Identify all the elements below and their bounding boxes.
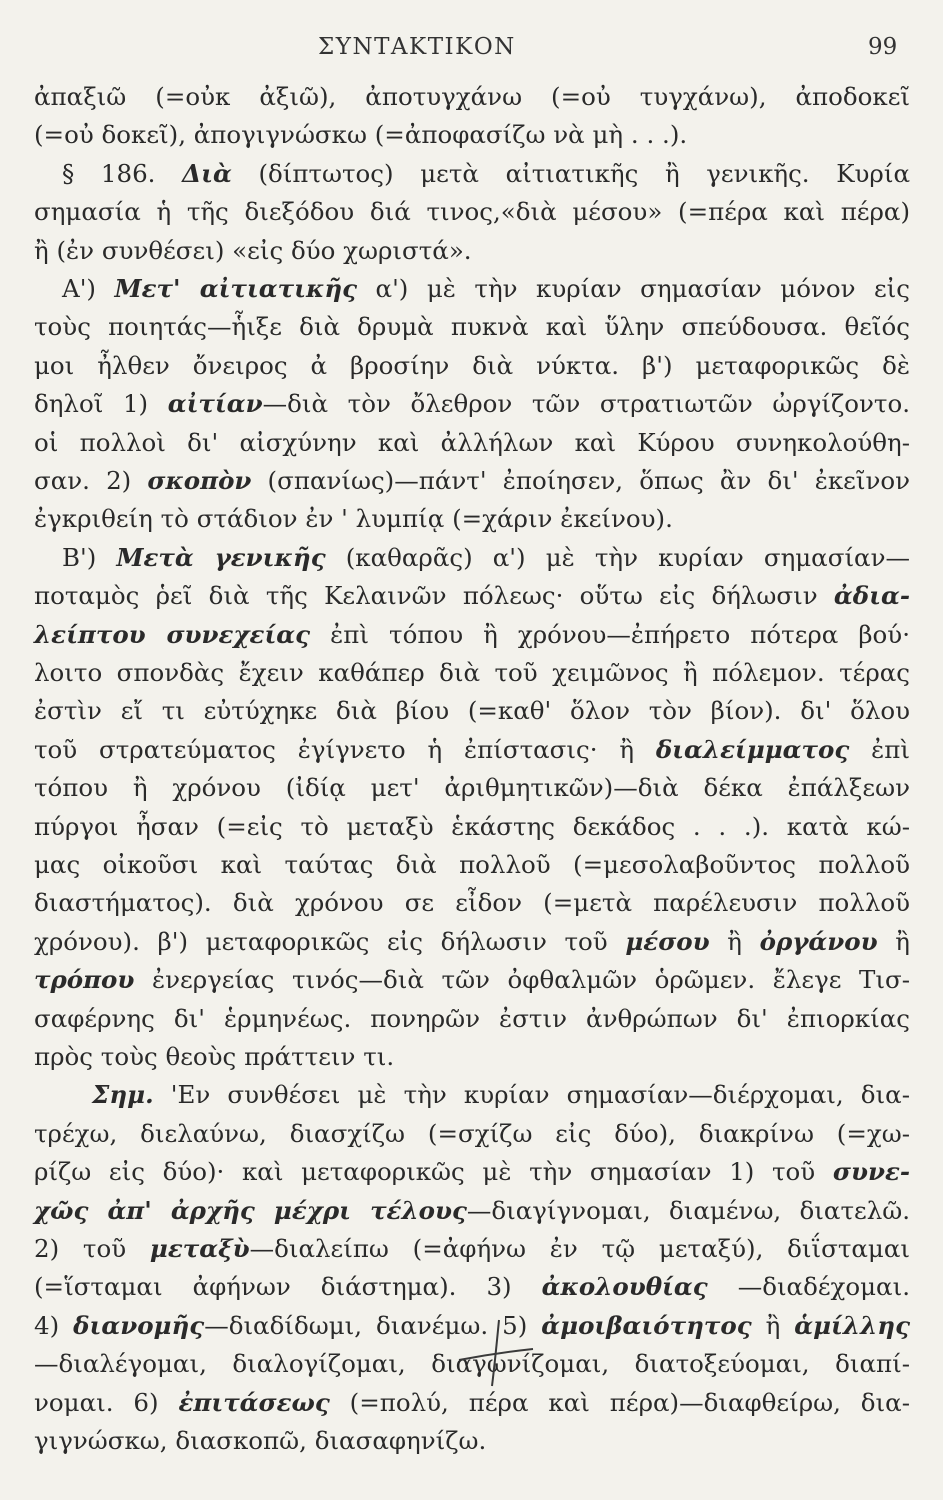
text-segment: σαφέρνης δι' ἑρμηνέως. πονηρῶν ἐστιν ἀνθρώπων δι' ἐπιορκίας (34, 1003, 910, 1033)
handwritten-cross-mark (455, 1318, 535, 1388)
text-line (34, 1230, 910, 1268)
text-line (34, 1422, 486, 1460)
text-line (34, 1115, 910, 1153)
text-segment: —διαλέγομαι, διαλογίζομαι, διαγωνίζομαι, διατοξεύομαι, διαπί- (34, 1349, 910, 1379)
text-segment: ἐπὶ (849, 734, 910, 764)
text-line (34, 1192, 910, 1230)
emphasized-text: Διὰ (182, 158, 232, 188)
text-segment: Β') (62, 542, 117, 572)
text-line (34, 731, 910, 769)
text-segment: ἀπαξιῶ (=οὐκ ἀξιῶ), ἀποτυγχάνω (=οὐ τυγχάνω), ἀποδοκεῖ (34, 82, 910, 111)
text-line (34, 1153, 910, 1191)
text-line (34, 923, 910, 961)
running-title: ΣΥΝΤΑΚΤΙΚΟΝ (318, 34, 516, 60)
text-segment: τοὺς ποιητάς—ἧιξε διὰ δρυμὰ πυκνὰ καὶ ὕλην σπεύδουσα. θεῖός (34, 312, 910, 342)
text-segment: —διαγίγνομαι, διαμένω, διατελῶ. (466, 1195, 910, 1225)
text-line (34, 78, 910, 116)
text-segment: γιγνώσκω, διασκοπῶ, διασαφηνίζω. (34, 1426, 487, 1455)
text-segment: —διαλείπω (=ἀφήνω ἐν τῷ μεταξύ), διΐσταμαι (249, 1234, 910, 1263)
text-line (34, 1000, 910, 1038)
emphasized-text: ἐπιτάσεως (178, 1387, 330, 1417)
text-line (62, 539, 910, 577)
emphasized-text: αἰτίαν (167, 389, 263, 419)
emphasized-text: ἀμοιβαιότητος (541, 1310, 752, 1340)
text-segment: σαν. 2) (34, 466, 148, 495)
text-segment: (=πολύ, πέρα καὶ πέρα)—διαφθείρω, δια- (329, 1387, 910, 1417)
text-segment: μας οἰκοῦσι καὶ ταύτας διὰ πολλοῦ (=μεσολαβοῦντος πολλοῦ (34, 850, 910, 879)
emphasized-text: συνε- (832, 1157, 910, 1187)
text-segment: (καθαρᾶς) α') μὲ τὴν κυρίαν σημασίαν— (325, 542, 910, 572)
text-segment: 2) τοῦ (34, 1234, 150, 1263)
text-line (34, 462, 910, 500)
text-segment: (σπανίως)—πάντ' ἐποίησεν, ὅπως ἂν δι' ἐκεῖνον (251, 466, 910, 495)
text-segment: ἐνεργείας τινός—διὰ τῶν ὀφθαλμῶν ὁρῶμεν. ἔλεγε Τισ- (134, 965, 910, 995)
page-header (0, 34, 943, 66)
text-line (34, 424, 910, 462)
text-segment: ἢ (877, 926, 910, 956)
page-number: 99 (868, 34, 898, 60)
text-line (34, 577, 910, 615)
text-line (34, 769, 910, 807)
text-segment: ρίζω εἰς δύο)· καὶ μεταφορικῶς μὲ τὴν σημασίαν 1) τοῦ (34, 1157, 833, 1187)
text-segment: λοιτο σπονδὰς ἔχειν καθάπερ διὰ τοῦ χειμῶνος ἢ πόλεμον. τέρας (34, 658, 910, 687)
text-segment: δηλοῖ 1) (34, 389, 168, 419)
text-segment: ἐπὶ τόπου ἢ χρόνου—ἐπήρετο πότερα βού· (310, 619, 910, 649)
emphasized-text: ἀδια- (833, 581, 910, 611)
text-line (34, 232, 472, 270)
text-line (34, 961, 910, 999)
emphasized-text: ὀργάνου (759, 926, 878, 956)
text-segment: πρὸς τοὺς θεοὺς πράττειν τι. (34, 1042, 395, 1071)
text-line (34, 1268, 910, 1306)
text-line (34, 616, 910, 654)
text-segment: ἐγκριθείη τὸ στάδιον ἐν ' λυμπίᾳ (=χάριν ἐκείνου). (34, 504, 673, 534)
emphasized-text: μεταξὺ (149, 1234, 250, 1263)
text-segment: Α') (62, 274, 115, 303)
text-segment: ποταμὸς ῥεῖ διὰ τῆς Κελαινῶν πόλεως· οὕτω εἰς δήλωσιν (34, 581, 834, 611)
text-segment: διαστήματος). διὰ χρόνου σε εἶδον (=μετὰ παρέλευσιν πολλοῦ (34, 888, 910, 918)
text-segment: τρέχω, διελαύνω, διασχίζω (=σχίζω εἰς δύο), διακρίνω (=χω- (34, 1118, 910, 1148)
text-line (62, 270, 910, 308)
text-segment: οἱ πολλοὶ δι' αἰσχύνην καὶ ἀλλήλων καὶ Κύρου συνηκολούθη- (34, 427, 910, 457)
text-line (34, 1384, 910, 1422)
text-line (34, 385, 910, 423)
text-line (92, 1076, 910, 1114)
text-segment: § 186. (62, 158, 183, 188)
text-line (34, 308, 910, 346)
text-line (34, 692, 910, 730)
text-segment: ἐστὶν εἴ τι εὐτύχηκε διὰ βίου (=καθ' ὅλον τὸν βίον). δι' ὅλου (34, 696, 910, 726)
text-line (34, 193, 910, 231)
text-line (34, 884, 910, 922)
emphasized-text: Μετ' αἰτιατικῆς (114, 274, 358, 303)
text-segment: (δίπτωτος) μετὰ αἰτιατικῆς ἢ γενικῆς. Κυρία (231, 158, 910, 188)
emphasized-text: διαλείμματος (655, 734, 850, 764)
emphasized-text: ἀκολουθίας (541, 1272, 708, 1302)
emphasized-text: Μετὰ γενικῆς (116, 542, 326, 572)
text-line (34, 116, 687, 154)
text-line (34, 654, 910, 692)
emphasized-text: διανομῆς (73, 1310, 205, 1340)
text-segment: νομαι. 6) (34, 1387, 179, 1417)
text-segment: μοι ἦλθεν ὄνειρος ἀ βροσίην διὰ νύκτα. β') μεταφορικῶς δὲ (34, 350, 910, 380)
emphasized-text: σκοπὸν (147, 466, 252, 495)
text-line (62, 155, 910, 193)
text-segment: χρόνου). β') μεταφορικῶς εἰς δήλωσιν τοῦ (34, 926, 626, 956)
text-segment: —διαδέχομαι. (707, 1272, 910, 1302)
text-segment: σημασία ἡ τῆς διεξόδου διά τινος,«διὰ μέσου» (=πέρα καὶ πέρα) (34, 197, 910, 227)
text-segment: ἢ (ἐν συνθέσει) «εἰς δύο χωριστά». (34, 235, 472, 265)
emphasized-text: Σημ. (92, 1080, 154, 1110)
text-segment: —διαδίδωμι, διανέμω. 5) (204, 1310, 542, 1340)
text-segment: ἢ (751, 1310, 795, 1340)
text-segment: α') μὲ τὴν κυρίαν σημασίαν μόνον εἰς (357, 274, 910, 303)
emphasized-text: χῶς ἀπ' ἀρχῆς μέχρι τέλους (34, 1195, 467, 1225)
text-line (34, 347, 910, 385)
text-segment: (=ἵσταμαι ἀφήνων διάστημα). 3) (34, 1272, 542, 1302)
text-segment: τόπου ἢ χρόνου (ἰδίᾳ μετ' ἀριθμητικῶν)—διὰ δέκα ἐπάλξεων (34, 773, 910, 803)
text-segment: ἢ (709, 926, 760, 956)
text-line (34, 1038, 394, 1076)
text-segment: πύργοι ἦσαν (=εἰς τὸ μεταξὺ ἑκάστης δεκάδος . . .). κατὰ κώ- (34, 811, 910, 841)
text-segment: 'Εν συνθέσει μὲ τὴν κυρίαν σημασίαν—διέρχομαι, δια- (153, 1080, 910, 1110)
text-segment: 4) (34, 1310, 74, 1340)
emphasized-text: μέσου (625, 926, 710, 956)
emphasized-text: λείπτου συνεχείας (34, 619, 311, 649)
text-segment: τοῦ στρατεύματος ἐγίγνετο ἡ ἐπίστασις· ἢ (34, 734, 656, 764)
emphasized-text: τρόπου (34, 965, 135, 995)
text-segment: (=οὐ δοκεῖ), ἀπογιγνώσκω (=ἀποφασίζω νὰ μὴ . . .). (34, 120, 688, 150)
text-line (34, 500, 673, 538)
text-line (34, 808, 910, 846)
text-line (34, 846, 910, 884)
emphasized-text: ἁμίλλης (794, 1310, 910, 1340)
text-segment: —διὰ τὸν ὄλεθρον τῶν στρατιωτῶν ὠργίζοντο. (262, 389, 910, 419)
